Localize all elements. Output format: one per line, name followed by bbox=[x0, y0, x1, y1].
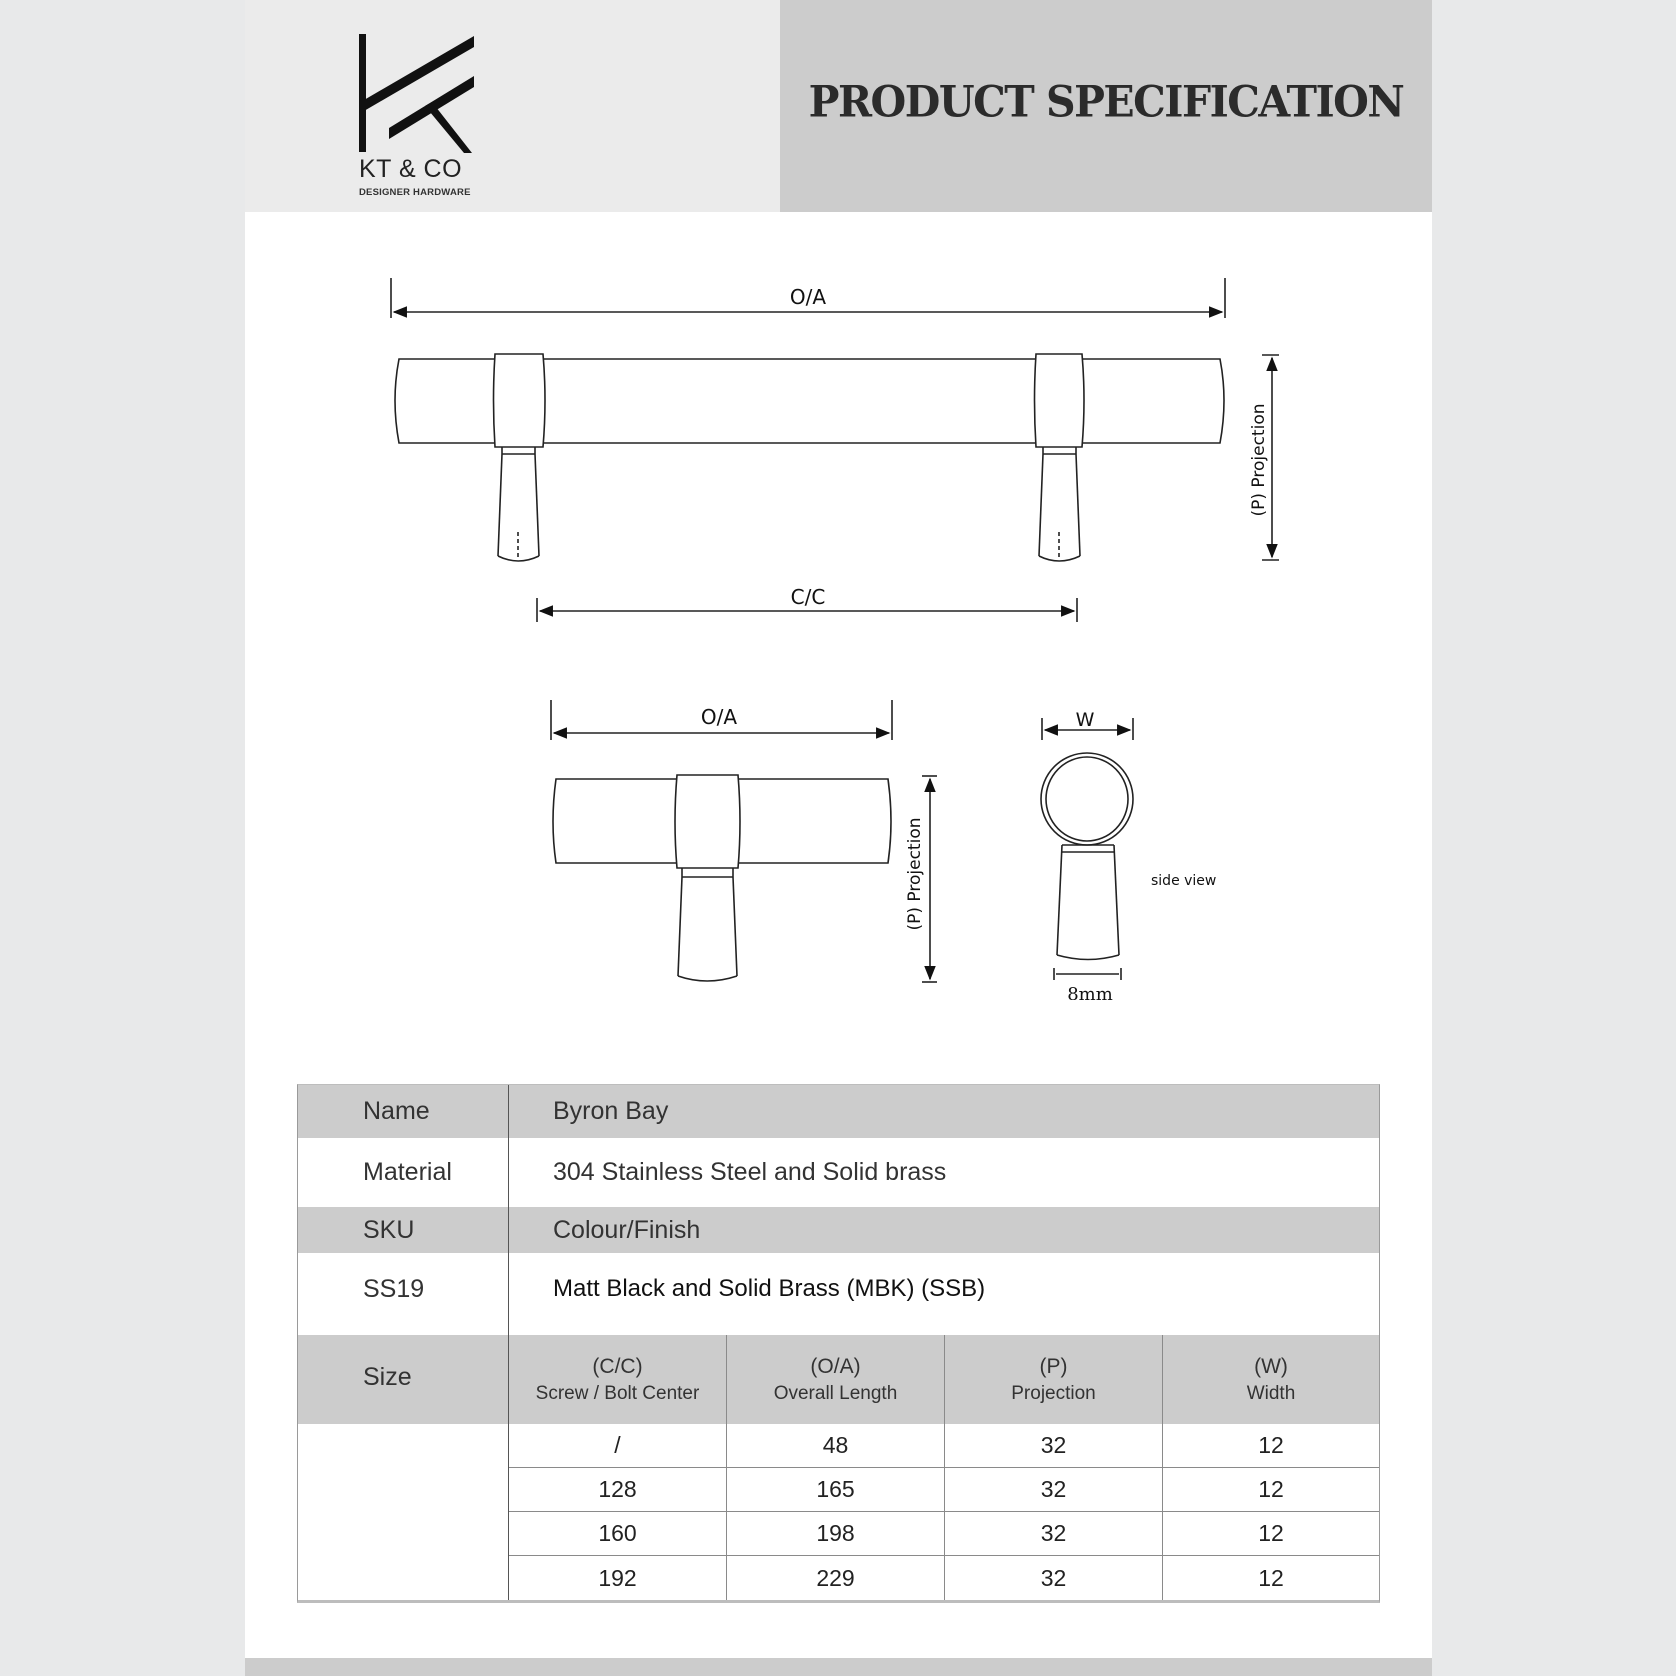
pull-handle-drawing bbox=[391, 278, 1279, 622]
sku-label: SKU bbox=[298, 1207, 509, 1253]
pull-oa-label: O/A bbox=[789, 285, 827, 309]
pull-cc-label: C/C bbox=[790, 585, 826, 609]
material-value: 304 Stainless Steel and Solid brass bbox=[553, 1158, 947, 1186]
oa-cell: 48 bbox=[727, 1424, 945, 1467]
technical-drawings bbox=[245, 0, 1432, 1000]
size-col-p bbox=[945, 1335, 1163, 1424]
brand-name: KT & CO bbox=[359, 155, 463, 183]
name-label: Name bbox=[298, 1085, 509, 1138]
col-desc: Projection bbox=[1011, 1382, 1096, 1404]
p-cell: 32 bbox=[945, 1512, 1163, 1555]
spec-table bbox=[297, 1084, 1380, 1603]
knob-projection-label: (P) Projection bbox=[905, 817, 925, 931]
spec-row-name bbox=[298, 1085, 1379, 1138]
col-desc: Width bbox=[1246, 1382, 1296, 1404]
col-code: (O/A) bbox=[810, 1354, 861, 1378]
cc-cell: / bbox=[509, 1424, 727, 1467]
w-cell: 12 bbox=[1258, 1432, 1284, 1458]
oa-cell: 198 bbox=[727, 1512, 945, 1555]
w-cell: 12 bbox=[1258, 1564, 1284, 1591]
size-data-block bbox=[298, 1424, 1379, 1600]
col-desc: Overall Length bbox=[773, 1382, 898, 1404]
spec-row-size-header bbox=[298, 1335, 1379, 1424]
colour-label: Colour/Finish bbox=[553, 1215, 701, 1244]
col-code: (P) bbox=[1039, 1354, 1068, 1378]
side-base-label: 8mm bbox=[1067, 984, 1113, 1000]
table-row bbox=[509, 1512, 1379, 1556]
size-col-cc bbox=[509, 1335, 727, 1424]
name-value: Byron Bay bbox=[553, 1097, 669, 1125]
size-empty-cell bbox=[298, 1424, 509, 1600]
table-row bbox=[509, 1424, 1379, 1468]
col-code: (W) bbox=[1254, 1354, 1288, 1378]
sku-value: SS19 bbox=[298, 1253, 509, 1335]
w-cell: 12 bbox=[1258, 1476, 1284, 1502]
size-col-w bbox=[1163, 1335, 1379, 1424]
p-cell: 32 bbox=[945, 1468, 1163, 1511]
side-view-drawing bbox=[1041, 718, 1133, 980]
side-w-label: W bbox=[1075, 709, 1095, 731]
cc-cell: 192 bbox=[509, 1556, 727, 1600]
w-cell: 12 bbox=[1258, 1520, 1284, 1546]
knob-oa-label: O/A bbox=[700, 705, 738, 729]
knob-drawing bbox=[551, 700, 937, 982]
spec-row-material bbox=[298, 1138, 1379, 1207]
oa-cell: 165 bbox=[727, 1468, 945, 1511]
p-cell: 32 bbox=[945, 1556, 1163, 1600]
brand-tagline: DESIGNER HARDWARE bbox=[359, 187, 471, 198]
size-label: Size bbox=[298, 1335, 509, 1424]
p-cell: 32 bbox=[945, 1424, 1163, 1467]
col-code: (C/C) bbox=[592, 1354, 643, 1378]
colour-value: Matt Black and Solid Brass (MBK) (SSB) bbox=[553, 1275, 986, 1302]
side-view-caption: side view bbox=[1151, 873, 1217, 889]
spec-row-sku-header bbox=[298, 1207, 1379, 1253]
spec-sheet-page bbox=[245, 0, 1432, 1676]
table-row bbox=[509, 1468, 1379, 1512]
cc-cell: 128 bbox=[509, 1468, 727, 1511]
page-title: PRODUCT SPECIFICATION bbox=[808, 76, 1404, 128]
material-label: Material bbox=[298, 1138, 509, 1207]
oa-cell: 229 bbox=[727, 1556, 945, 1600]
cc-cell: 160 bbox=[509, 1512, 727, 1555]
pull-projection-label: (P) Projection bbox=[1249, 403, 1269, 517]
table-row bbox=[509, 1556, 1379, 1600]
footer-strip bbox=[245, 1658, 1432, 1676]
size-col-oa bbox=[727, 1335, 945, 1424]
spec-row-sku-value bbox=[298, 1253, 1379, 1335]
col-desc: Screw / Bolt Center bbox=[535, 1382, 700, 1404]
